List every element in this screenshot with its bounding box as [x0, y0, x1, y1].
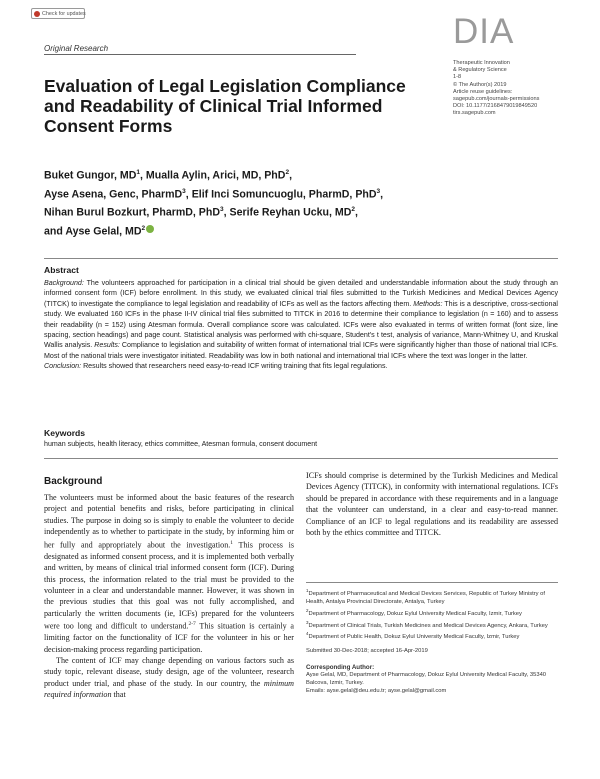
corresponding-author-emails[interactable]: Emails: ayse.gelal@deu.edu.tr; ayse.gelal@gmail.com [306, 687, 447, 694]
author-name: Nihan Burul Bozkurt, PharmD, PhD [44, 206, 220, 219]
author-name: Mualla Aylin, Arici, MD, PhD [145, 169, 286, 182]
abstract-conclusion-label: Conclusion: [44, 362, 82, 371]
abstract-results-label: Results: [94, 341, 120, 350]
abstract-methods-text: This is a descriptive, cross-sectional study. We evaluated 160 ICFs in the phase II-IV clinical trial files submitted to TITCK in 2016 to determine their compliance to legislation (n = 160) and to assess their readability (n = 152) using Atesman formula. Overall compliance score was calculated. ICFs were also evaluated in terms of written format (font size, line spacing, section headings) and page count. Statistical analysis was performed with chi-square, Student's t test, analysis of variance, Mann-Whitney U, and Kruskal Wallis analysis. [44, 299, 558, 350]
affiliation-footnote [306, 607, 558, 619]
body-text: that [111, 690, 126, 700]
author-name: Elif Inci Somuncuoglu, PharmD, PhD [191, 188, 377, 201]
journal-meta-line: 1-8 [453, 74, 462, 81]
header-divider [44, 54, 356, 55]
corresponding-author-heading: Corresponding Author: [306, 664, 375, 672]
affiliation-sup: 2 [306, 607, 309, 613]
body-text: The content of ICF may change depending on various factors such as study topic, relevant disease, study design, age of the volunteer, research product under trial, and phase of the study. In our country, the [44, 656, 294, 688]
affiliation-footnote [306, 619, 558, 631]
author-affiliation-sup: 3 [220, 206, 224, 214]
corresponding-author-text: Ayse Gelal, MD, Department of Pharmacology, Dokuz Eylul University Medical Faculty, 35340 Balcova, Izmir, Turkey. [306, 672, 547, 686]
journal-meta [453, 60, 583, 118]
body-text: The volunteers must be informed about the basic features of the research project and potential benefits and risks, before participating in clinical studies. The purpose in doing so is simply to enable the volunteer to decide independently as to whether to participate in the study, by informing him or her fully and appropriately about the investigation. [44, 493, 294, 550]
abstract-background-text: The volunteers approached for participation in a clinical trial should be given detailed and understandable information about the study through an informed consent form (ICF) before enrollment. In this study, we evaluated clinical trial files submitted to the Turkish Medicines and Medical Devices Agency (TITCK) to investigate the compliance to legal legislation and readability of ICFs as well as the factors affecting them. [44, 279, 559, 308]
affiliation-sup: 3 [306, 619, 309, 625]
author-affiliation-sup: 3 [376, 187, 381, 195]
check-for-updates-badge[interactable] [31, 8, 85, 19]
journal-meta-line: DOI: 10.1177/2168479019849520 [453, 103, 538, 110]
orcid-icon[interactable] [146, 225, 154, 233]
author-name: Buket Gungor, MD [44, 169, 137, 182]
check-updates-label: Check for updates [42, 10, 86, 17]
body-text: This process is designated as informed consent process, and it is implemented both verbally and written, by means of clinical trial informed consent form (ICF). During this process, the information related to the trial must be provided to the volunteer in a clear and understandable manner. However, it was shown in the previous studies that this goal was not fully accomplished, and particularly the written documents (ie, ICFs) prepared for the volunteers were too long and difficult to understand. [44, 540, 294, 631]
author-affiliation-sup: 3 [182, 187, 186, 195]
abstract-body [44, 278, 558, 372]
background-heading: Background [44, 476, 103, 487]
author-affiliation-sup: 2 [141, 224, 146, 232]
author-name: Ayse Asena, Genc, PharmD [44, 188, 183, 201]
affiliation-footnote [306, 587, 558, 607]
author-list: Buket Gungor, $MD^1$, Mualla Aylin, Arici, MD, PhD$^2$, Ayse Asena, Genc, PharmD$^3$, Elif Inci Somuncuoglu, PharmD, PhD$^3$, Nihan Burul Bozkurt, PharmD, PhD$^3$, Serife Reyhan Ucku, $MD^2$, and Ayse Gelal, $MD^2$ [44, 169, 384, 238]
author-name: Serife Reyhan Ucku, MD [229, 206, 352, 219]
abstract-heading: Abstract [44, 265, 79, 275]
reference-sup[interactable]: 1 [230, 539, 234, 546]
body-paragraph [44, 492, 294, 655]
keywords-divider [44, 458, 558, 459]
abstract-conclusion-text: Results showed that researchers need easy-to-read ICF writing training that fits legal regulations. [83, 362, 388, 371]
body-text-italic: minimum required information [44, 678, 294, 700]
author-affiliation-sup: 1 [136, 169, 141, 176]
affiliation-text: Department of Public Health, Dokuz Eylul University Medical Faculty, Izmir, Turkey [308, 634, 520, 641]
footnotes [306, 587, 558, 696]
affiliation-sup: 1 [306, 588, 309, 593]
body-paragraph [44, 655, 294, 701]
abstract-methods-label: Methods: [413, 299, 443, 308]
journal-meta-line[interactable]: tirs.sagepub.com [453, 110, 496, 117]
author-affiliation-sup: 2 [351, 206, 356, 214]
journal-meta-line: & Regulatory Science [453, 67, 507, 74]
affiliation-text: Department of Pharmaceutical and Medical Devices Services, Republic of Turkey Ministry of Health, Antalya Provincial Directorate, Antalya, Turkey [306, 590, 545, 605]
journal-meta-line: Therapeutic Innovation [453, 60, 510, 66]
abstract-results-text: Compliance to legislation and suitability of written format of international trial ICFs were significantly higher than those of national trial ICFs. Most of the national trials were investigator initiated. Readability was low in both national and international trial ICFs where the text was longer in the latter. [44, 341, 558, 360]
abstract-divider [44, 258, 558, 259]
author-name: and Ayse Gelal, MD [44, 225, 142, 238]
affiliation-footnote [306, 630, 558, 642]
body-text: This situation is certainly a limiting factor on the functionality of ICF for the volunteer in his or her decision-making process regarding participation. [44, 621, 295, 654]
abstract-background-label: Background: [44, 279, 84, 287]
update-icon [34, 11, 40, 17]
journal-meta-line: © The Author(s) 2019 [453, 81, 507, 88]
affiliation-text: Department of Pharmacology, Dokuz Eylul University Medical Faculty, Izmir, Turkey [308, 610, 522, 617]
body-right-column [306, 470, 558, 538]
journal-meta-line: sagepub.com/journals-permissions [453, 96, 540, 103]
affiliation-text: Department of Clinical Trials, Turkish Medicines and Medical Devices Agency, Ankara, Turkey [308, 622, 548, 629]
journal-logo: DIA [453, 12, 515, 51]
section-label: Original Research [44, 44, 109, 53]
article-title: Evaluation of Legal Legislation Compliance and Readability of Clinical Trial Informed Consent Forms [44, 76, 406, 136]
footnote-divider [306, 582, 558, 583]
keywords-heading: Keywords [44, 428, 86, 438]
body-paragraph: ICFs should comprise is determined by the Turkish Medicines and Medical Devices Agency (TITCK), in conformity with international regulations. ICFs should be prepared in accordance with these requirements and in a language that the volunteer can understand, in a clear and easy-to-read manner. Compliance of an ICF to legal regulations and its readability are assessed both by the ethics committee and TITCK. [306, 471, 558, 538]
affiliation-sup: 4 [306, 631, 309, 637]
journal-meta-line: Article reuse guidelines: [453, 88, 513, 95]
keywords-text: human subjects, health literacy, ethics committee, Atesman formula, consent document [44, 440, 318, 448]
body-left-column [44, 492, 294, 701]
author-affiliation-sup: 2 [285, 169, 290, 176]
submission-dates: Submitted 30-Dec-2018; accepted 16-Apr-2019 [306, 648, 428, 655]
reference-sup[interactable]: 2-7 [188, 621, 196, 628]
